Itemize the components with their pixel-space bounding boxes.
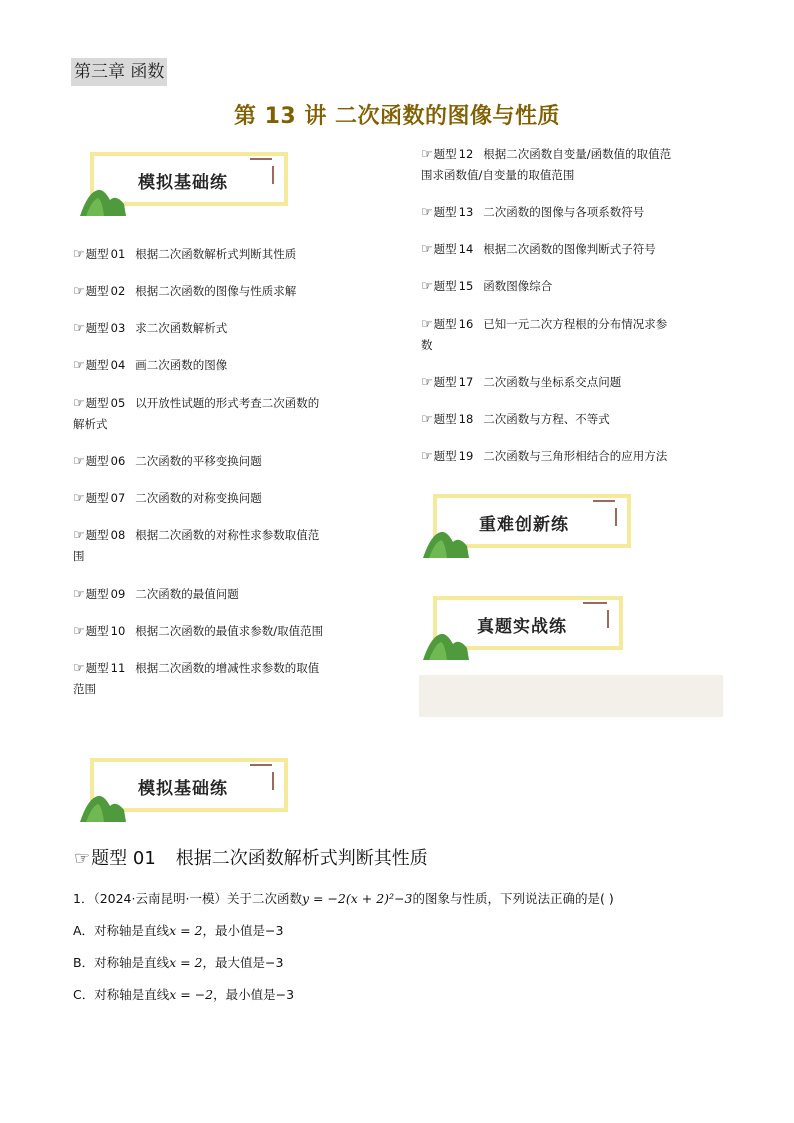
toc-text: 二次函数与坐标系交点问题 [483,375,622,389]
pointing-hand-icon: ☞ [421,375,433,390]
pointing-hand-icon: ☞ [73,624,85,639]
toc-item[interactable] [421,239,656,260]
toc-text: 根据二次函数解析式判断其性质 [135,247,297,261]
pointing-hand-icon: ☞ [74,848,91,869]
toc-item[interactable] [73,584,239,605]
toc-num: 13 [458,205,474,219]
badge-label: 真题实战练 [477,617,567,637]
toc-item[interactable] [421,202,644,223]
toc-prefix: 题型 [433,205,457,219]
pointing-hand-icon: ☞ [73,491,85,506]
toc-text: 根据二次函数的增减性求参数的取值 [135,661,320,675]
toc-num: 09 [110,587,126,601]
page-title: 第 13 讲 二次函数的图像与性质 [233,104,561,129]
toc-prefix: 题型 [85,624,109,638]
toc-prefix: 题型 [433,317,457,331]
pointing-hand-icon: ☞ [73,661,85,676]
toc-prefix: 题型 [433,449,457,463]
toc-text: 根据二次函数的图像与性质求解 [135,284,297,298]
toc-prefix: 题型 [433,375,457,389]
chapter-label: 第三章 函数 [71,58,167,86]
toc-num: 05 [110,396,126,410]
pointing-hand-icon: ☞ [421,412,433,427]
pointing-hand-icon: ☞ [73,247,85,262]
toc-text-cont: 范围 [73,682,96,696]
mountain-icon [423,624,473,660]
pointing-hand-icon: ☞ [73,396,85,411]
toc-item[interactable] [73,393,319,434]
badge-mock-basic-2 [80,758,290,820]
toc-text: 二次函数的平移变换问题 [135,454,262,468]
toc-text: 二次函数与方程、不等式 [483,412,610,426]
toc-num: 17 [458,375,474,389]
badge-real-exam [423,596,633,658]
toc-item[interactable] [421,276,552,297]
toc-text: 根据二次函数的最值求参数/取值范围 [135,624,324,638]
toc-item[interactable] [73,488,262,509]
mountain-icon [80,786,130,822]
pointing-hand-icon: ☞ [421,242,433,257]
toc-num: 02 [110,284,126,298]
badge-label: 模拟基础练 [138,779,228,799]
toc-item[interactable] [421,372,621,393]
toc-prefix: 题型 [433,412,457,426]
toc-num: 10 [110,624,126,638]
pointing-hand-icon: ☞ [421,279,433,294]
toc-text: 根据二次函数的对称性求参数取值范 [135,528,320,542]
pointing-hand-icon: ☞ [73,587,85,602]
toc-text: 根据二次函数自变量/函数值的取值范 [483,147,672,161]
toc-num: 08 [110,528,126,542]
toc-text: 二次函数的对称变换问题 [135,491,262,505]
toc-num: 15 [458,279,474,293]
toc-text: 二次函数的图像与各项系数符号 [483,205,645,219]
toc-item[interactable] [73,451,262,472]
mountain-icon [80,180,130,216]
badge-mock-basic-1 [80,152,290,214]
toc-num: 03 [110,321,126,335]
pointing-hand-icon: ☞ [421,205,433,220]
toc-num: 06 [110,454,126,468]
toc-num: 11 [110,661,126,675]
question-stem: 1．（2024·云南昆明·一模）关于二次函数y = −2(x + 2)²−3的图象与性质，下列说法正确的是( ) [73,891,614,906]
toc-text: 二次函数与三角形相结合的应用方法 [483,449,668,463]
toc-prefix: 题型 [85,661,109,675]
badge-label: 重难创新练 [479,515,569,535]
toc-item[interactable] [73,281,296,302]
toc-text-cont: 解析式 [73,417,108,431]
toc-item[interactable] [73,355,227,376]
toc-num: 19 [458,449,474,463]
toc-num: 14 [458,242,474,256]
toc-num: 04 [110,358,126,372]
toc-prefix: 题型 [85,454,109,468]
toc-prefix: 题型 [85,396,109,410]
toc-num: 16 [458,317,474,331]
toc-item[interactable] [73,525,319,566]
pointing-hand-icon: ☞ [421,147,433,162]
pointing-hand-icon: ☞ [421,317,433,332]
toc-prefix: 题型 [85,358,109,372]
toc-item[interactable] [421,314,667,355]
pointing-hand-icon: ☞ [73,528,85,543]
toc-item[interactable] [421,409,610,430]
toc-item[interactable] [73,318,227,339]
badge-label: 模拟基础练 [138,173,228,193]
toc-text: 函数图像综合 [483,279,553,293]
toc-num: 12 [458,147,474,161]
toc-prefix: 题型 [85,321,109,335]
toc-text: 已知一元二次方程根的分布情况求参 [483,317,668,331]
toc-num: 07 [110,491,126,505]
toc-text: 以开放性试题的形式考查二次函数的 [135,396,320,410]
toc-prefix: 题型 [433,242,457,256]
toc-prefix: 题型 [85,247,109,261]
toc-item[interactable] [73,244,296,265]
option-a: A．对称轴是直线x = 2，最小值是−3 [73,923,284,938]
blank-box [419,675,723,717]
toc-text-cont: 围求函数值/自变量的取值范围 [421,168,575,182]
toc-text: 根据二次函数的图像判断式子符号 [483,242,656,256]
pointing-hand-icon: ☞ [73,284,85,299]
badge-hard-innovative [423,494,633,556]
toc-num: 18 [458,412,474,426]
toc-prefix: 题型 [433,279,457,293]
toc-item[interactable] [421,144,671,185]
toc-text: 求二次函数解析式 [135,321,228,335]
section-heading: ☞题型 01 根据二次函数解析式判断其性质 [74,848,428,869]
toc-prefix: 题型 [433,147,457,161]
toc-item[interactable] [73,658,319,699]
toc-prefix: 题型 [85,587,109,601]
toc-item[interactable] [73,621,323,642]
toc-prefix: 题型 [85,491,109,505]
pointing-hand-icon: ☞ [421,449,433,464]
option-b: B．对称轴是直线x = 2，最大值是−3 [73,955,284,970]
toc-text-cont: 数 [421,338,433,352]
pointing-hand-icon: ☞ [73,454,85,469]
option-c: C．对称轴是直线x = −2，最小值是−3 [73,987,295,1002]
pointing-hand-icon: ☞ [73,358,85,373]
toc-text: 二次函数的最值问题 [135,587,239,601]
pointing-hand-icon: ☞ [73,321,85,336]
toc-item[interactable] [421,446,667,467]
toc-prefix: 题型 [85,528,109,542]
toc-num: 01 [110,247,126,261]
toc-prefix: 题型 [85,284,109,298]
toc-text-cont: 围 [73,549,85,563]
mountain-icon [423,522,473,558]
toc-text: 画二次函数的图像 [135,358,228,372]
